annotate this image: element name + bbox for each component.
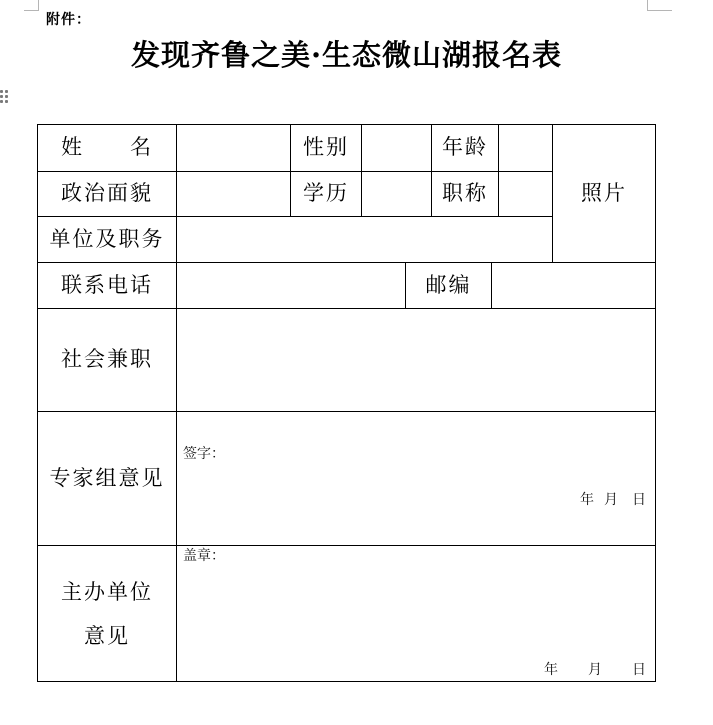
registration-form-table (37, 124, 656, 682)
unit-position-field[interactable] (177, 217, 552, 262)
title-rank-field[interactable] (499, 172, 552, 216)
political-status-label: 政治面貌 (61, 181, 153, 206)
postcode-field[interactable] (492, 263, 655, 308)
organizer-opinion-field[interactable] (177, 546, 655, 681)
organizer-opinion-label-cell (38, 546, 176, 681)
page-corner-mark-left (24, 0, 39, 11)
organizer-opinion-label: 主办单位意见 (61, 579, 153, 648)
organizer-date-month: 月 (588, 662, 602, 678)
organizer-date (544, 662, 650, 678)
photo-label[interactable]: 照片 (581, 180, 627, 205)
expert-date-year: 年 (580, 492, 594, 508)
education-field[interactable] (362, 172, 431, 216)
table-move-handle-icon[interactable] (0, 90, 9, 106)
age-field[interactable] (499, 125, 552, 171)
document-title: 发现齐鲁之美·生态微山湖报名表 (130, 38, 563, 72)
page-corner-mark-right (647, 0, 672, 11)
unit-position-label: 单位及职务 (49, 226, 165, 251)
organizer-date-year: 年 (544, 662, 558, 678)
organizer-seal-label: 盖章： (183, 548, 225, 564)
name-field[interactable] (177, 125, 290, 171)
age-label: 年龄 (442, 135, 488, 160)
organizer-date-day: 日 (632, 662, 646, 678)
expert-sign-label: 签字： (183, 446, 225, 462)
political-status-field[interactable] (177, 172, 290, 216)
expert-opinion-label: 专家组意见 (49, 465, 165, 490)
expert-date-month: 月 (604, 492, 618, 508)
postcode-label: 邮编 (425, 272, 472, 297)
phone-label: 联系电话 (61, 272, 153, 297)
education-label: 学历 (303, 181, 349, 206)
gender-label: 性别 (303, 135, 349, 160)
gender-field[interactable] (362, 125, 431, 171)
attachment-label: 附件： (46, 12, 91, 28)
social-roles-label: 社会兼职 (61, 347, 153, 372)
expert-date-day: 日 (632, 492, 646, 508)
title-rank-label: 职称 (442, 181, 488, 206)
name-label: 姓 名 (61, 135, 153, 160)
expert-date (580, 492, 650, 508)
expert-opinion-field[interactable] (177, 412, 655, 545)
social-roles-field[interactable] (177, 309, 655, 411)
phone-field[interactable] (177, 263, 405, 308)
